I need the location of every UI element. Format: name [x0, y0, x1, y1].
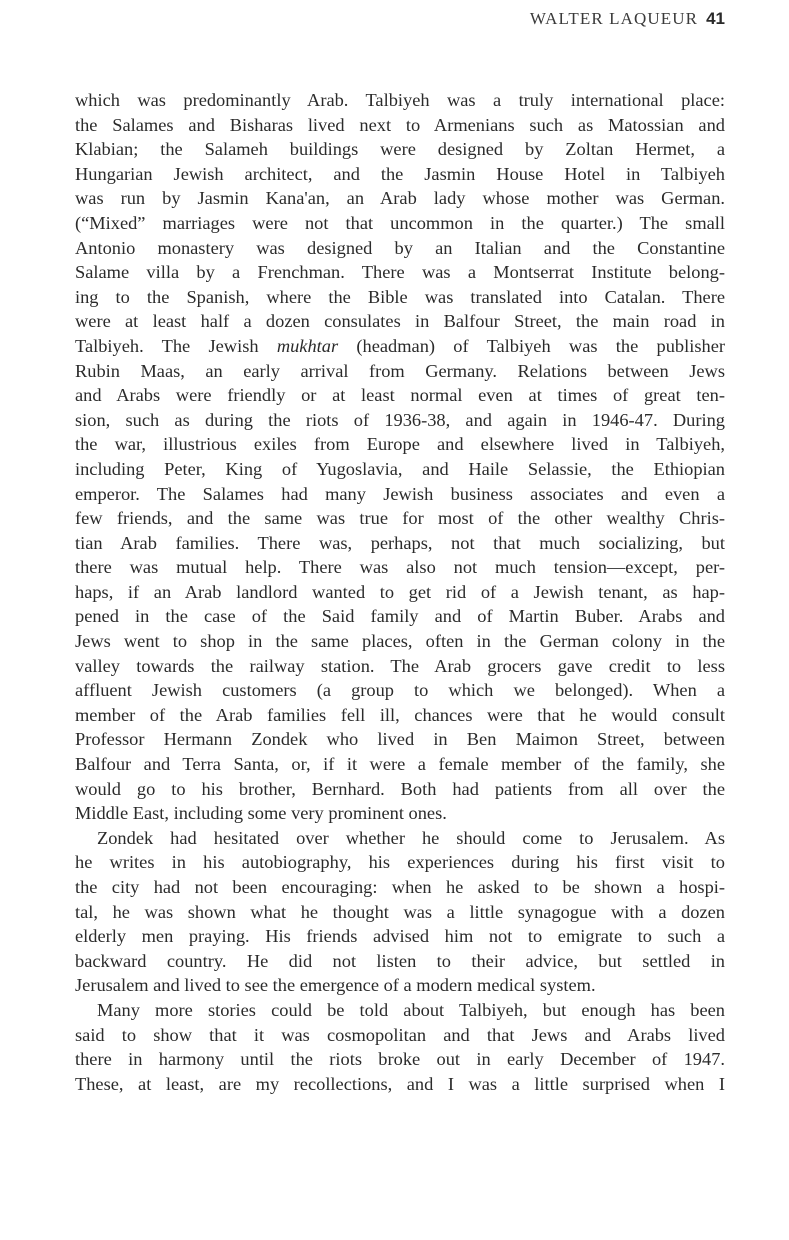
text-line: Salame villa by a Frenchman. There was a Montserrat Institute belong- [75, 262, 725, 283]
running-head [530, 9, 725, 29]
text-line: Professor Hermann Zondek who lived in Ben Maimon Street, between [75, 729, 725, 750]
text-line: the Salames and Bisharas lived next to Armenians such as Matossian and [75, 114, 725, 135]
text-line: Rubin Maas, an early arrival from Germany. Relations between Jews [75, 360, 725, 381]
text-line: there was mutual help. There was also not much tension—except, per- [75, 557, 725, 578]
text-line: haps, if an Arab landlord wanted to get rid of a Jewish tenant, as hap- [75, 581, 725, 602]
page-number: 41 [706, 9, 725, 28]
text-line: These, at least, are my recollections, and I was a little surprised when I [75, 1073, 725, 1094]
text-line: was run by Jasmin Kana'an, an Arab lady whose mother was German. [75, 188, 725, 209]
text-line: Middle East, including some very prominent ones. [75, 803, 447, 824]
text-line: pened in the case of the Said family and of Martin Buber. Arabs and [75, 606, 725, 627]
text-line: would go to his brother, Bernhard. Both had patients from all over the [75, 778, 725, 799]
text-line: were at least half a dozen consulates in Balfour Street, the main road in [75, 311, 725, 332]
text-line: Jerusalem and lived to see the emergence of a modern medical system. [75, 975, 596, 996]
text-line: few friends, and the same was true for most of the other wealthy Chris- [75, 508, 725, 529]
paragraph [75, 998, 725, 1096]
text-line: Many more stories could be told about Talbiyeh, but enough has been [97, 999, 725, 1020]
text-line: Balfour and Terra Santa, or, if it were a female member of the family, she [75, 754, 725, 775]
text-line: Jews went to shop in the same places, often in the German colony in the [75, 631, 725, 652]
text-line: member of the Arab families fell ill, chances were that he would consult [75, 704, 725, 725]
text-line: ing to the Spanish, where the Bible was translated into Catalan. There [75, 286, 725, 307]
running-title: WALTER LAQUEUR [529, 9, 699, 28]
text-line: valley towards the railway station. The Arab grocers gave credit to less [75, 655, 725, 676]
text-line: Hungarian Jewish architect, and the Jasmin House Hotel in Talbiyeh [75, 163, 725, 184]
text-line: the city had not been encouraging: when he asked to be shown a hospi- [75, 877, 725, 897]
text-line: backward country. He did not listen to their advice, but settled in [75, 950, 725, 971]
text-line: affluent Jewish customers (a group to which we belonged). When a [75, 680, 725, 701]
text-line: emperor. The Salames had many Jewish business associates and even a [75, 483, 725, 504]
paragraph [75, 88, 725, 826]
text-line: sion, such as during the riots of 1936-38, and again in 1946-47. During [75, 409, 725, 430]
text-line: the war, illustrious exiles from Europe and elsewhere lived in Talbiyeh, [75, 434, 725, 455]
text-line: (“Mixed” marriages were not that uncommon in the quarter.) The small [75, 212, 725, 233]
text-line: which was predominantly Arab. Talbiyeh was a truly international place: [75, 90, 725, 110]
text-line: including Peter, King of Yugoslavia, and Haile Selassie, the Ethiopian [75, 458, 725, 479]
text-line: elderly men praying. His friends advised him not to emigrate to such a [75, 926, 725, 947]
text-line: Klabian; the Salameh buildings were designed by Zoltan Hermet, a [75, 139, 725, 160]
text-line: said to show that it was cosmopolitan and that Jews and Arabs lived [75, 1024, 725, 1045]
text-line: tal, he was shown what he thought was a little synagogue with a dozen [75, 901, 725, 922]
text-line: Zondek had hesitated over whether he should come to Jerusalem. As [97, 827, 725, 848]
italic-term: mukhtar [276, 335, 339, 356]
text-line: there in harmony until the riots broke out in early December of 1947. [75, 1049, 725, 1070]
body-text [75, 88, 725, 1096]
text-line: and Arabs were friendly or at least normal even at times of great ten- [75, 385, 725, 406]
paragraph [75, 826, 725, 998]
text-line: he writes in his autobiography, his experiences during his first visit to [75, 852, 725, 873]
text-line: Antonio monastery was designed by an Italian and the Constantine [75, 237, 725, 258]
text-line: Talbiyeh. The Jewish mukhtar (headman) of Talbiyeh was the publisher [75, 335, 725, 356]
text-line: tian Arab families. There was, perhaps, not that much socializing, but [75, 532, 725, 553]
